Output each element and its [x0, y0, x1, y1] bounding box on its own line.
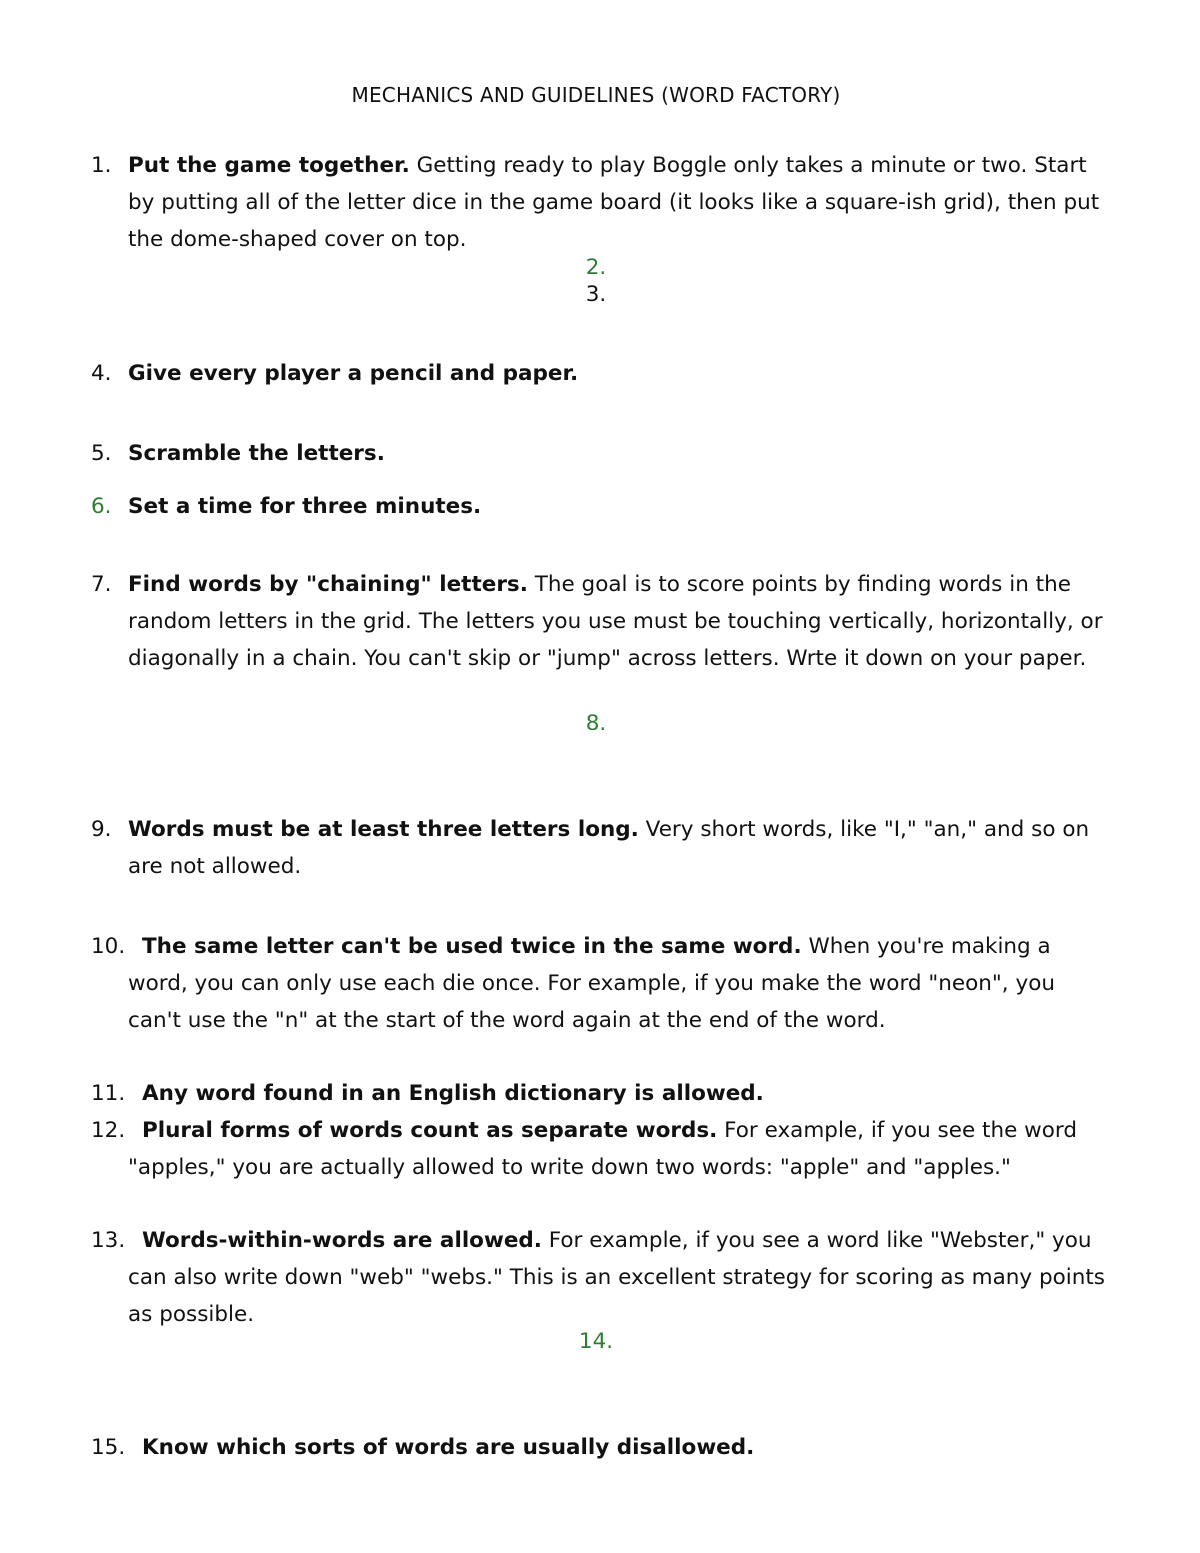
- list-item-body: [128, 355, 1106, 392]
- list-item-heading: Scramble the letters.: [128, 441, 385, 466]
- list-item-text: For example, if you see the word "apples," you are actually allowed to write down two words: "apple" and "apples.": [128, 1118, 1077, 1180]
- list-item-11: [91, 1075, 1106, 1112]
- list-item-body: [128, 488, 1106, 525]
- list-item-heading: The same letter can't be used twice in the same word.: [142, 934, 802, 959]
- list-item-13: [91, 1222, 1106, 1333]
- list-item-text: The goal is to score points by finding words in the random letters in the grid. The letters you use must be touching vertically, horizontally, or diagonally in a chain. You can't skip or "jump" across letters. Wrte it down on your paper.: [128, 572, 1103, 671]
- list-item-15: [91, 1429, 1106, 1466]
- list-item-7: [91, 566, 1106, 677]
- list-number: 11.: [91, 1081, 126, 1106]
- list-number: 1.: [91, 153, 112, 178]
- list-item-body: [128, 566, 1106, 677]
- list-item-text: Very short words, like "I," "an," and so on are not allowed.: [128, 817, 1090, 879]
- list-item-body: [128, 147, 1106, 258]
- centered-list-number-2: 2.: [585, 255, 607, 280]
- list-item-10: [91, 928, 1106, 1039]
- list-item-heading: Set a time for three minutes.: [128, 494, 482, 519]
- list-item-1: [91, 147, 1106, 258]
- list-item-9: [91, 811, 1106, 885]
- list-number: 9.: [91, 817, 112, 842]
- list-item-text: When you're making a word, you can only use each die once. For example, if you make the word "neon", you can't use the "n" at the start of the word again at the end of the word.: [128, 934, 1055, 1033]
- list-item-body: [128, 1112, 1106, 1186]
- list-item-text: For example, if you see a word like "Webster," you can also write down "web" "webs." This is an excellent strategy for scoring as many points as possible.: [128, 1228, 1105, 1327]
- list-item-body: [128, 435, 1106, 472]
- list-item-heading: Any word found in an English dictionary is allowed.: [142, 1081, 764, 1106]
- list-number: 15.: [91, 1435, 126, 1460]
- centered-list-number-8: 8.: [585, 711, 607, 736]
- list-item-heading: Words-within-words are allowed.: [142, 1228, 542, 1253]
- list-item-6: [91, 488, 1106, 525]
- list-item-heading: Plural forms of words count as separate words.: [142, 1118, 718, 1143]
- list-item-4: [91, 355, 1106, 392]
- list-item-text: Getting ready to play Boggle only takes a minute or two. Start by putting all of the letter dice in the game board (it looks like a square-ish grid), then put the dome-shaped cover on top.: [128, 153, 1100, 252]
- list-item-heading: Find words by "chaining" letters.: [128, 572, 528, 597]
- centered-list-number-3: 3.: [585, 282, 607, 307]
- list-item-12: [91, 1112, 1106, 1186]
- list-number: 5.: [91, 441, 112, 466]
- list-item-heading: Put the game together.: [128, 153, 410, 178]
- list-item-heading: Know which sorts of words are usually disallowed.: [142, 1435, 755, 1460]
- list-item-body: [128, 811, 1106, 885]
- list-item-heading: Words must be at least three letters long.: [128, 817, 639, 842]
- list-item-body: [128, 1429, 1106, 1466]
- list-item-body: [128, 1075, 1106, 1112]
- document-title: MECHANICS AND GUIDELINES (WORD FACTORY): [351, 83, 841, 107]
- list-item-5: [91, 435, 1106, 472]
- list-item-heading: Give every player a pencil and paper.: [128, 361, 579, 386]
- list-number: 12.: [91, 1118, 126, 1143]
- list-item-body: [128, 1222, 1106, 1333]
- list-number: 4.: [91, 361, 112, 386]
- list-number: 10.: [91, 934, 126, 959]
- list-number: 13.: [91, 1228, 126, 1253]
- list-number: 6.: [91, 494, 112, 519]
- list-item-body: [91, 928, 1106, 1039]
- list-number: 7.: [91, 572, 112, 597]
- centered-list-number-14: 14.: [578, 1329, 614, 1354]
